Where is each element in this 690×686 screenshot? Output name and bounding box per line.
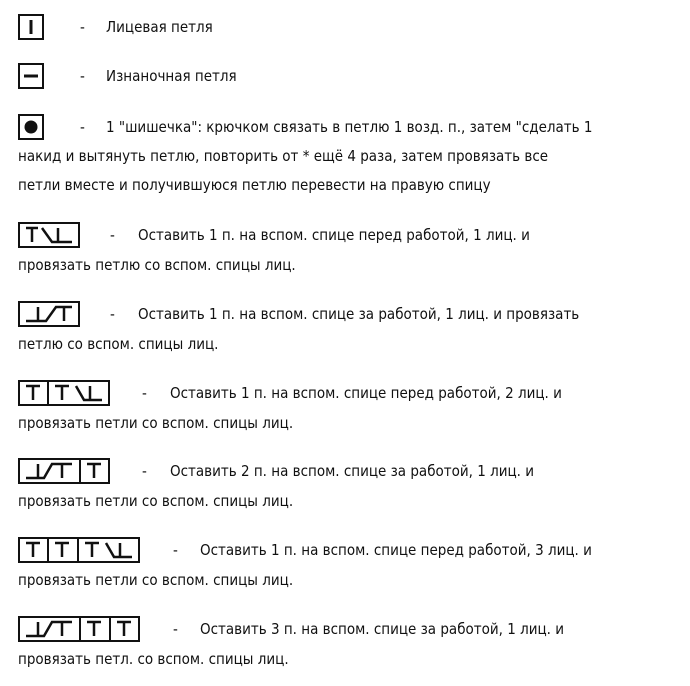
legend-dash: - <box>110 305 115 323</box>
legend-dash: - <box>173 541 178 559</box>
legend-dash: - <box>80 118 85 136</box>
legend-text: Оставить 1 п. на вспом. спице за работой, 1 лиц. и провязать <box>138 305 580 323</box>
legend-text-line: провязать петли со вспом. спицы лиц. <box>18 492 294 510</box>
legend-text-line: петли вместе и получившуюся петлю перевести на правую спицу <box>18 176 491 194</box>
cross-3-1-back-icon <box>18 616 140 642</box>
legend-text: Оставить 1 п. на вспом. спице перед работой, 3 лиц. и <box>200 541 592 559</box>
legend-text-line: накид и вытянуть петлю, повторить от * ещё 4 раза, затем провязать все <box>18 147 549 165</box>
legend-text-line: провязать петли со вспом. спицы лиц. <box>18 414 294 432</box>
legend-text-line: провязать петлю со вспом. спицы лиц. <box>18 256 296 274</box>
legend-text-line: петлю со вспом. спицы лиц. <box>18 335 219 353</box>
legend-text: Изнаночная петля <box>106 67 237 85</box>
legend-text-line: провязать петли со вспом. спицы лиц. <box>18 571 294 589</box>
legend-dash: - <box>173 620 178 638</box>
bobble-stitch-icon <box>18 114 44 140</box>
legend-text: Оставить 3 п. на вспом. спице за работой, 1 лиц. и <box>200 620 564 638</box>
legend-dash: - <box>142 462 147 480</box>
cross-1-1-back-icon <box>18 301 80 327</box>
legend-dash: - <box>110 226 115 244</box>
cross-2-1-back-icon <box>18 458 110 484</box>
cross-1-3-front-icon <box>18 537 140 563</box>
cross-1-2-front-icon <box>18 380 110 406</box>
legend-dash: - <box>80 67 85 85</box>
cross-1-1-front-icon <box>18 222 80 248</box>
legend-text: Оставить 2 п. на вспом. спице за работой, 1 лиц. и <box>170 462 534 480</box>
legend-text: Оставить 1 п. на вспом. спице перед работой, 2 лиц. и <box>170 384 562 402</box>
legend-text: Оставить 1 п. на вспом. спице перед работой, 1 лиц. и <box>138 226 530 244</box>
knit-stitch-icon <box>18 14 44 40</box>
legend-text-line: провязать петл. со вспом. спицы лиц. <box>18 650 289 668</box>
legend-text: Лицевая петля <box>106 18 213 36</box>
legend-dash: - <box>142 384 147 402</box>
legend-text: 1 "шишечка": крючком связать в петлю 1 возд. п., затем "сделать 1 <box>106 118 593 136</box>
legend-dash: - <box>80 18 85 36</box>
purl-stitch-icon <box>18 63 44 89</box>
